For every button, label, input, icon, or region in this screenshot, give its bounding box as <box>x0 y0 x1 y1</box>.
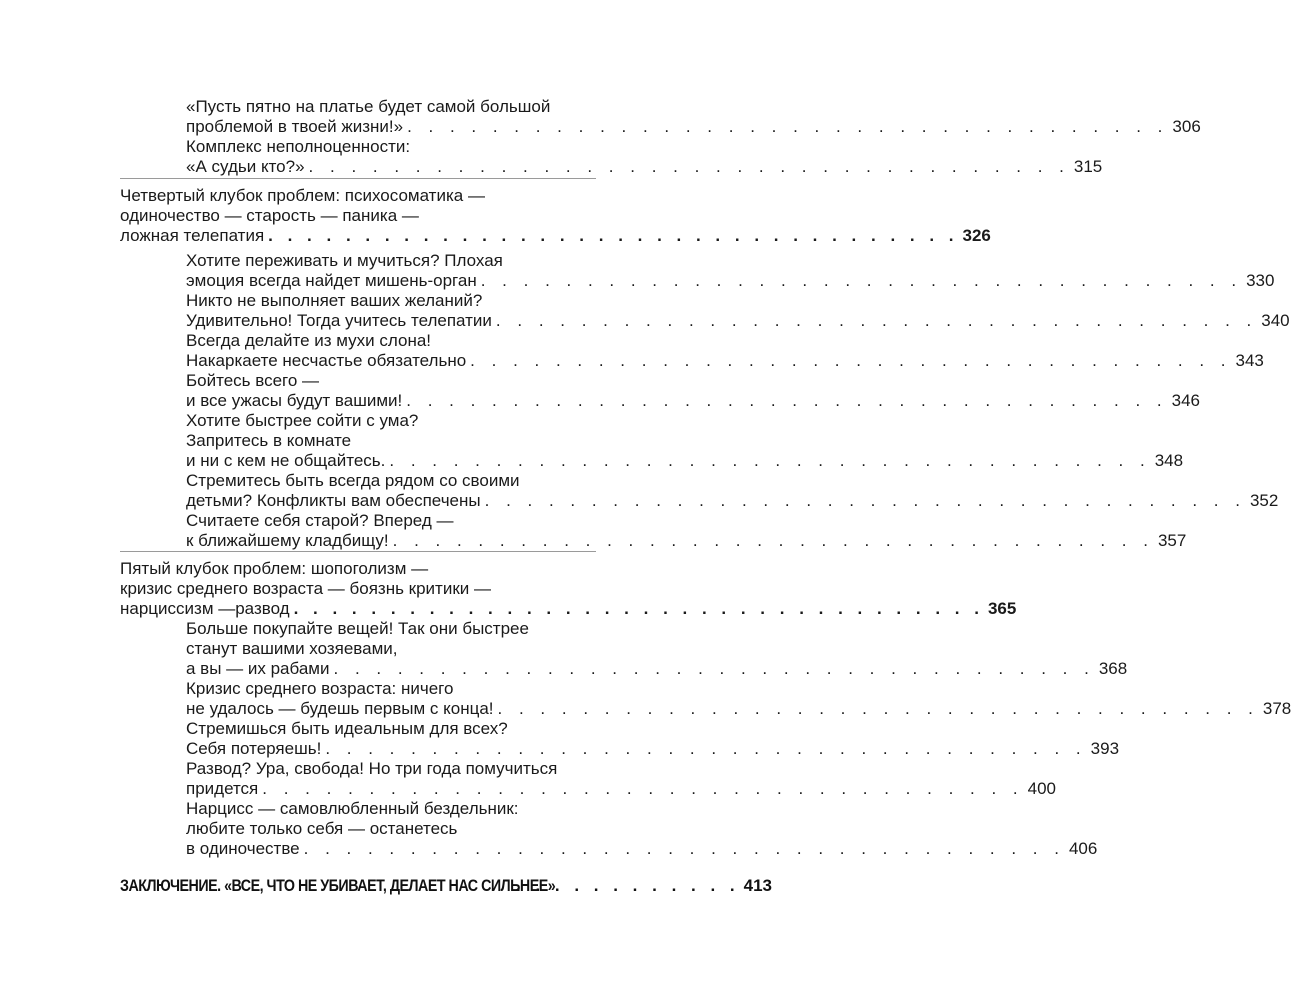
page-number: 368 <box>1098 659 1128 678</box>
title-text: и все ужасы будут вашими! <box>186 391 403 410</box>
entry-title-line <box>186 531 1187 551</box>
entry-title-line <box>186 839 1098 859</box>
title-text: проблемой в твоей жизни!» <box>186 117 404 136</box>
title-text: Стремишься быть идеальным для всех? <box>186 719 508 738</box>
entry-title-line <box>186 251 596 271</box>
dot-leader: . . . . . . . . . . . . . . . . . . . . . . . . . . . . . . . . . . . . <box>406 391 1168 410</box>
title-text: «Пусть пятно на платье будет самой большой <box>186 97 551 116</box>
title-text: Удивительно! Тогда учитесь телепатии <box>186 311 492 330</box>
dot-leader: . . . . . . . . . . . . . . . . . . . . . . . . . . . . . . . . . . . . <box>392 531 1154 550</box>
page-number: 406 <box>1068 839 1098 858</box>
title-text: Нарцисс — самовлюбленный бездельник: <box>186 799 519 818</box>
entry-title-line <box>186 471 596 491</box>
title-text: в одиночестве <box>186 839 300 858</box>
page-number: 400 <box>1027 779 1056 798</box>
entry-title-line <box>186 759 596 779</box>
entry-title-line <box>186 779 1056 799</box>
page-number: 330 <box>1246 271 1275 290</box>
entry-title-line <box>186 451 1184 471</box>
page-number: 393 <box>1090 739 1120 758</box>
entry-title-line <box>186 291 596 311</box>
title-text: «А судьи кто?» <box>186 157 305 176</box>
entry-title-line <box>186 819 596 839</box>
entry-title-line <box>186 351 1264 371</box>
title-text: Развод? Ура, свобода! Но три года помучиться <box>186 759 558 778</box>
title-text: ложная телепатия <box>120 226 265 245</box>
title-text: а вы — их рабами <box>186 659 330 678</box>
dot-leader: . . . . . . . . . . . . . . . . . . . . . . . . . . . . . . . . . . . . <box>480 271 1243 290</box>
title-text: к ближайшему кладбищу! <box>186 531 389 550</box>
dot-leader: . . . . . . . . . . . . . . . . . . . . . . . . . . . . . . . . . . . . <box>268 226 959 245</box>
conclusion-title: ЗАКЛЮЧЕНИЕ. «ВСЕ, ЧТО НЕ УБИВАЕТ, ДЕЛАЕТ НАС СИЛЬНЕЕ» <box>120 876 556 895</box>
page-number: 348 <box>1154 451 1184 470</box>
entry-title-line <box>186 719 596 739</box>
entry-title-line <box>186 371 596 391</box>
entry-title-line <box>186 491 1279 511</box>
entry-title-line <box>186 331 596 351</box>
title-text: Больше покупайте вещей! Так они быстрее <box>186 619 529 638</box>
page-number: 365 <box>987 599 1017 618</box>
entry-title-line <box>186 639 596 659</box>
title-text: Стремитесь быть всегда рядом со своими <box>186 471 520 490</box>
title-text: эмоция всегда найдет мишень-орган <box>186 271 477 290</box>
entry-title-line <box>186 97 596 117</box>
title-text: и ни с кем не общайтесь. <box>186 451 386 470</box>
title-text: станут вашими хозяевами, <box>186 639 398 658</box>
page-number: 352 <box>1249 491 1279 510</box>
entry-title-line <box>186 619 596 639</box>
title-text: Хотите переживать и мучиться? Плохая <box>186 251 503 270</box>
entry-title-line <box>186 699 1291 719</box>
page-number: 357 <box>1157 531 1187 550</box>
title-text: Бойтесь всего — <box>186 371 320 390</box>
chapter-title-line <box>120 579 596 599</box>
title-text: Никто не выполняет ваших желаний? <box>186 291 483 310</box>
entry-title-line <box>186 679 596 699</box>
dot-leader: . . . . . . . . . . . . . . . . . . . . . . . . . . . . . . . . . . . . <box>495 311 1258 330</box>
title-text: одиночество — старость — паника — <box>120 206 419 225</box>
chapter-title-line <box>120 206 596 226</box>
page-number: 326 <box>962 226 991 245</box>
entry-title-line <box>186 411 596 431</box>
toc-conclusion <box>120 874 773 898</box>
title-text: Считаете себя старой? Вперед — <box>186 511 454 530</box>
entry-title-line <box>186 311 1290 331</box>
title-text: придется <box>186 779 259 798</box>
entry-title-line <box>186 799 596 819</box>
dot-leader: . . . . . . . . . . . . . . . . . . . . . . . . . . . . . . . . . . . . <box>308 157 1070 176</box>
entry-title-line <box>186 739 1120 759</box>
page-number: 340 <box>1261 311 1290 330</box>
entry-title-line <box>186 511 596 531</box>
section-divider <box>120 178 596 179</box>
title-text: не удалось — будешь первым с конца! <box>186 699 494 718</box>
entry-title-line <box>186 137 596 157</box>
title-text: Накаркаете несчастье обязательно <box>186 351 467 370</box>
title-text: Всегда делайте из мухи слона! <box>186 331 432 350</box>
chapter-title-line <box>120 599 1017 619</box>
title-text: Кризис среднего возраста: ничего <box>186 679 454 698</box>
title-text: Себя потеряешь! <box>186 739 322 758</box>
entry-title-line <box>186 271 1275 291</box>
dot-leader: . . . . . . . . . . . . . . . . . . . . . . . . . . . . . . . . . . . . <box>303 839 1065 858</box>
title-text: Запритесь в комнате <box>186 431 352 450</box>
dot-leader: . . . . . . . . . . . . . . . . . . . . . . . . . . . . . . . . . . . . <box>497 699 1259 718</box>
title-text: Пятый клубок проблем: шопоголизм — <box>120 559 429 578</box>
chapter-title-line <box>120 226 991 246</box>
dot-leader: . . . . . . . . . . . . . . . . . . . . . . . . . . . . . . . . . . . . <box>333 659 1095 678</box>
page-number: 343 <box>1235 351 1264 370</box>
dot-leader: . . . . . . . . . . . . . . . . . . . . . . . . . . . . . . . . . . . . <box>470 351 1232 370</box>
title-text: кризис среднего возраста — боязнь критики — <box>120 579 491 598</box>
dot-leader: . . . . . . . . . . . . . . . . . . . . . . . . . . . . . . . . . . . . <box>325 739 1087 758</box>
entry-title-line <box>186 391 1200 411</box>
entry-title-line <box>186 659 1128 679</box>
dot-leader: . . . . . . . . . . . . . . . . . . . . . . . . . . . . . . . . . . . . <box>389 451 1151 470</box>
page-number: 378 <box>1262 699 1291 718</box>
page-number: 306 <box>1172 117 1201 136</box>
dot-leader: . . . . . . . . . . . . . . . . . . . . . . . . . . . . . . . . . . . . <box>484 491 1246 510</box>
dot-leader: . . . . . . . . . . . . <box>516 876 740 895</box>
title-text: детьми? Конфликты вам обеспечены <box>186 491 481 510</box>
dot-leader: . . . . . . . . . . . . . . . . . . . . . . . . . . . . . . . . . . . . <box>262 779 1024 798</box>
section-divider <box>120 551 596 552</box>
dot-leader: . . . . . . . . . . . . . . . . . . . . . . . . . . . . . . . . . . . . <box>407 117 1169 136</box>
entry-title-line <box>186 157 1103 177</box>
title-text: Комплекс неполноценности: <box>186 137 411 156</box>
page-number: 315 <box>1073 157 1103 176</box>
chapter-title-line <box>120 559 596 579</box>
page-number: 346 <box>1171 391 1200 410</box>
title-text: любите только себя — останетесь <box>186 819 458 838</box>
conclusion-page-number: 413 <box>743 876 773 895</box>
entry-title-line <box>186 117 1201 137</box>
title-text: нарциссизм —развод <box>120 599 290 618</box>
title-text: Хотите быстрее сойти с ума? <box>186 411 419 430</box>
title-text: Четвертый клубок проблем: психосоматика — <box>120 186 485 205</box>
dot-leader: . . . . . . . . . . . . . . . . . . . . . . . . . . . . . . . . . . . . <box>293 599 984 618</box>
chapter-title-line <box>120 186 596 206</box>
entry-title-line <box>186 431 596 451</box>
